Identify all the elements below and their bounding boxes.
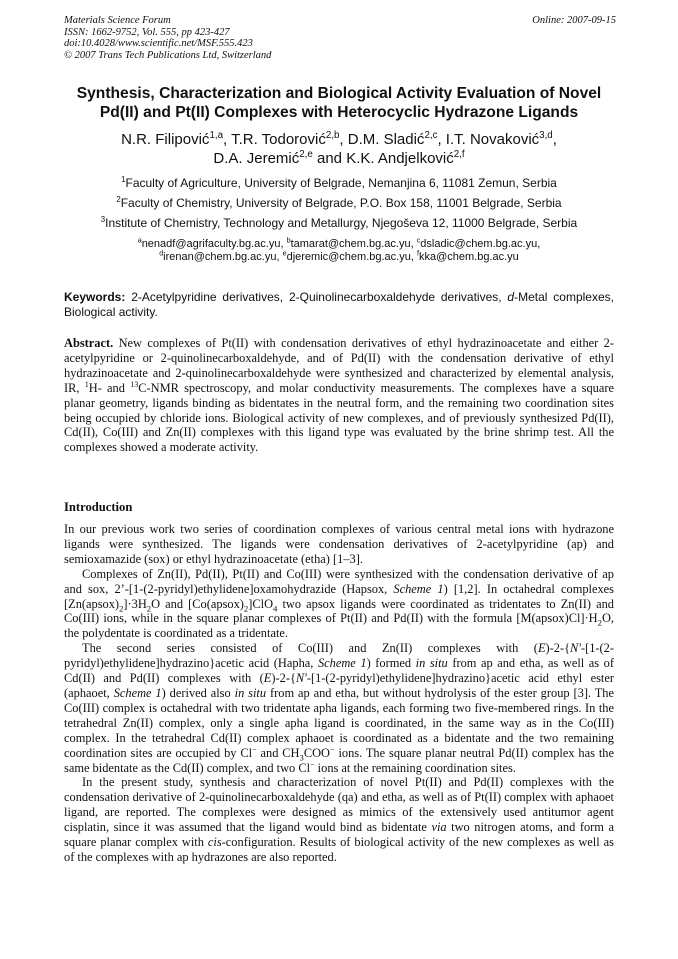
italic-run: E bbox=[263, 671, 272, 686]
intro-paragraph-1: In our previous work two series of coordination complexes of various central metal ions with hydrazone ligands were synthesized. The ligands were condensation derivatives of 2-acetylpyridine (ap) and semioxamazide (sox) or ethyl hydrazinoacetate (etha) [1–3]. bbox=[64, 522, 614, 566]
italic-run: in situ bbox=[234, 685, 267, 700]
text-run: )-2-{ bbox=[545, 641, 571, 656]
subscript: 2 bbox=[243, 603, 249, 613]
text-run: ions at the remaining coordination sites. bbox=[314, 760, 516, 775]
scheme-ref: Scheme 1 bbox=[317, 656, 367, 671]
superscript: − bbox=[330, 744, 335, 754]
author-sup: 3,d bbox=[539, 130, 553, 141]
italic-run: E bbox=[537, 641, 546, 656]
superscript: − bbox=[252, 744, 257, 754]
author-sup: 1,a bbox=[209, 130, 223, 141]
text-run: ]ClO bbox=[248, 596, 274, 611]
paper-title bbox=[50, 84, 628, 122]
text-run: Complexes of Zn(II), Pd(II), Pt(II) and Co(III) were synthesized with the condensation derivative of ap and sox, 2’-[1-(2-pyridyl)ethylidene]oxamohydrazide (Hapsox, bbox=[64, 566, 614, 596]
online-date: Online: 2007-09-15 bbox=[532, 15, 616, 26]
email-address: tamarat@chem.bg.ac.yu bbox=[290, 238, 411, 250]
text-run: two apsox ligands were coordinated as tridentates to Zn(II) and Co(III) ions, while in the square planar complexes of Pt(II) and Pd(II) with the formula [M(apsox)Cl]·H bbox=[64, 596, 614, 626]
intro-paragraph-3 bbox=[64, 641, 614, 775]
author-joiner: and bbox=[316, 150, 343, 167]
abstract-sup: 1 bbox=[84, 379, 89, 389]
email-line-2: $^d$irenan@chem.bg.ac.yu, $^e$djeremic@chem.bg.ac.yu, $^f$kka@chem.bg.ac.yu bbox=[159, 249, 519, 263]
keywords-text: 2-Acetylpyridine derivatives, 2-Quinolinecarboxaldehyde derivatives, bbox=[131, 290, 502, 304]
text-run: ]·3H bbox=[123, 596, 147, 611]
email-line-1: $^a$nenadf@agrifaculty.bg.ac.yu, $^b$tamarat@chem.bg.ac.yu, $^c$dsladic@chem.bg.ac.yu, bbox=[137, 236, 541, 250]
title-line-2: Pd(II) and Pt(II) Complexes with Heterocyclic Hydrazone Ligands bbox=[99, 104, 579, 121]
italic-run: N' bbox=[295, 671, 307, 686]
superscript: − bbox=[310, 759, 315, 769]
abstract-text: New complexes of Pt(II) with condensation derivatives of ethyl hydrazinoacetate and either 2-acetylpyridine or 2-quinolinecarboxaldehyde, and of Pd(II) with the condensation derivative of ethyl hydrazinoacetate and 2-quinolinecarboxaldehyde were synthesized and characterized by elemental analysis, IR, bbox=[64, 336, 614, 395]
keywords-label: Keywords: bbox=[64, 290, 126, 304]
email-address: nenadf@agrifaculty.bg.ac.yu bbox=[141, 238, 281, 250]
affiliation-num: 2 bbox=[116, 195, 121, 204]
text-run: ) [1,2]. In octahedral complexes [Zn(apsox) bbox=[64, 581, 614, 611]
text-run: O, the polydentate is coordinated as a tridentate. bbox=[64, 611, 614, 641]
email-address: dsladic@chem.bg.ac.yu bbox=[420, 238, 538, 250]
journal-name: Materials Science Forum bbox=[64, 15, 171, 26]
author-name: D.M. Sladić bbox=[347, 131, 425, 148]
text-run: ) derived also bbox=[161, 685, 231, 700]
affiliation-3 bbox=[50, 216, 628, 230]
email-sup: a bbox=[137, 236, 142, 245]
scheme-ref: Scheme 1 bbox=[113, 685, 162, 700]
section-heading-introduction: Introduction bbox=[64, 500, 133, 514]
abstract-text: H- and bbox=[88, 380, 125, 395]
author-line-1: N.R. Filipović$^{1,a}$, T.R. Todorović$^{2,b}$, D.M. Sladić$^{2,c}$, I.T. Novaković$^{3,d}$, bbox=[121, 130, 557, 148]
text-run: ) formed bbox=[366, 656, 412, 671]
keywords-italic: d bbox=[507, 290, 515, 304]
email-sup: c bbox=[416, 236, 421, 245]
abstract-text: C-NMR spectroscopy, and molar conductivity measurements. The complexes have a square planar geometry, ligands binding as bidentates in the neutral form, and the remaining two coordination sites being occupied by chloride ions. Biological activity of new complexes, and of previously synthesized Pd(II), Cd(II), Co(III) and Zn(II) complexes with this ligand type was evaluated by the brine shrimp test. All the complexes showed a moderate activity. bbox=[64, 380, 614, 455]
italic-run: N' bbox=[570, 641, 581, 656]
text-run: The second series consisted of Co(III) and Zn(II) complexes with ( bbox=[82, 641, 538, 656]
text-run: from ap and etha, as well as of Cd(II) and Pd(II) complexes with ( bbox=[64, 656, 614, 686]
author-name: K.K. Andjelković bbox=[346, 150, 454, 167]
intro-paragraph-2 bbox=[64, 567, 614, 642]
email-address: irenan@chem.bg.ac.yu bbox=[163, 251, 277, 263]
affiliation-text: Institute of Chemistry, Technology and Metallurgy, Njegoševa 12, 11000 Belgrade, Serbia bbox=[105, 216, 578, 230]
email-sup: f bbox=[416, 249, 419, 258]
subscript: 2 bbox=[146, 603, 152, 613]
text-run: from ap and etha, but without hydrolysis of the ester group [3]. The Co(III) complex is octahedral with two tridentate apha ligands, each forming two five-membered rings. In the tetrahedral Zn(II) complex, only a single apha ligand is coordinated, in the same way as in the Co(III) complex. In the tetrahedral Cd(II) complex aphaoet is coordinated as a bidentate and the two remaining coordination sites are occupied by Cl bbox=[64, 685, 614, 760]
subscript: 2 bbox=[119, 603, 124, 613]
introduction-body bbox=[64, 522, 614, 865]
author-sup: 2,f bbox=[453, 149, 465, 160]
email-sup: b bbox=[286, 236, 291, 245]
email-address: djeremic@chem.bg.ac.yu bbox=[286, 251, 411, 263]
author-sup: 2,c bbox=[424, 130, 438, 141]
issn-line: ISSN: 1662-9752, Vol. 555, pp 423-427 bbox=[64, 26, 230, 38]
copyright-line: © 2007 Trans Tech Publications Ltd, Switzerland bbox=[64, 49, 272, 61]
subscript: 3 bbox=[299, 752, 304, 763]
text-run: -[1-(2-pyridyl)ethylidene]hydrazino}acetic acid ethyl ester (aphaoet, bbox=[64, 671, 614, 700]
doi-line: doi:10.4028/www.scientific.net/MSF.555.423 bbox=[64, 38, 253, 49]
author-name: T.R. Todorović bbox=[231, 131, 326, 148]
author-sup: 2,b bbox=[325, 130, 340, 141]
affiliation-num: 1 bbox=[121, 175, 126, 184]
email-list bbox=[50, 238, 628, 264]
text-run: and CH bbox=[256, 745, 300, 760]
subscript: 2 bbox=[597, 617, 602, 628]
title-line-1: Synthesis, Characterization and Biological Activity Evaluation of Novel bbox=[76, 85, 602, 102]
subscript: 4 bbox=[273, 603, 278, 613]
abstract-sup: 13 bbox=[130, 379, 139, 389]
email-sup: e bbox=[282, 249, 287, 258]
intro-paragraph-4 bbox=[64, 775, 614, 864]
author-name: D.A. Jeremić bbox=[213, 150, 300, 167]
affiliation-text: Faculty of Chemistry, University of Belgrade, P.O. Box 158, 11001 Belgrade, Serbia bbox=[120, 196, 562, 210]
affiliation-1 bbox=[50, 176, 628, 190]
italic-run: cis bbox=[207, 835, 222, 850]
author-sup: 2,e bbox=[299, 149, 313, 160]
affiliation-text: Faculty of Agriculture, University of Belgrade, Nemanjina 6, 11081 Zemun, Serbia bbox=[125, 176, 557, 190]
italic-run: via bbox=[431, 820, 447, 835]
author-list bbox=[50, 130, 628, 168]
text-run: -[1-(2-pyridyl)ethylidene]hydrazino}acetic acid (Hapha, bbox=[64, 641, 614, 671]
email-address: kka@chem.bg.ac.yu bbox=[418, 251, 519, 263]
text-run: O and [Co(apsox) bbox=[151, 596, 244, 611]
text-run: -configuration. Results of biological activity of the new complexes as well as of the complexes with ap hydrazones are also reported. bbox=[64, 835, 614, 864]
text-run: COO bbox=[303, 745, 330, 760]
italic-run: in situ bbox=[415, 656, 448, 671]
scheme-ref: Scheme 1 bbox=[393, 581, 444, 596]
affiliation-num: 3 bbox=[100, 215, 106, 224]
text-run: In the present study, synthesis and characterization of novel Pt(II) and Pd(II) complexes with the condensation derivative of 2-quinolinecarboxaldehyde (qa) and etha, as well as of Pt(II) complex with aphaoet ligand, are reported. The complexes were designed as mimics of the extensively used antitumor agent cisplatin, since it was assumed that the ligand would bind as bidentate bbox=[64, 775, 614, 835]
text-run: two nitrogen atoms, and form a square planar complex with bbox=[64, 820, 614, 850]
author-line-2 bbox=[50, 149, 628, 168]
author-name: I.T. Novaković bbox=[445, 131, 540, 148]
keywords-block bbox=[64, 290, 614, 319]
text-run: )-2-{ bbox=[271, 671, 296, 686]
affiliation-2 bbox=[50, 196, 628, 210]
author-name: N.R. Filipović bbox=[121, 131, 210, 148]
journal-header bbox=[64, 15, 271, 61]
email-sup: d bbox=[159, 249, 164, 258]
text-run: ions. The square planar neutral Pd(II) complex has the same bidentate as the Cd(II) complex, and two Cl bbox=[64, 745, 614, 775]
keywords-text-end: -Metal complexes, Biological activity. bbox=[64, 290, 614, 319]
abstract-label: Abstract. bbox=[64, 336, 114, 350]
abstract-block bbox=[64, 336, 614, 455]
